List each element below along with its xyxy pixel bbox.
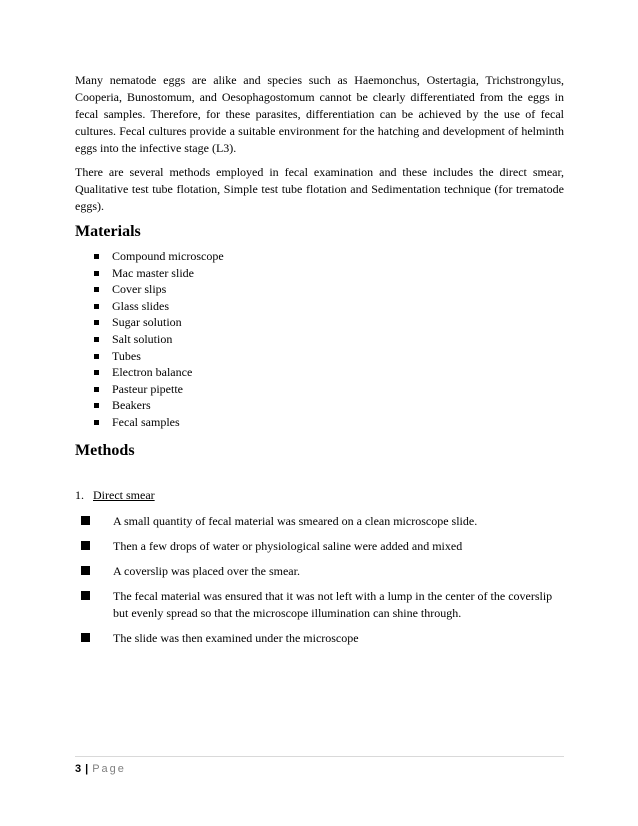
list-item xyxy=(94,314,564,331)
list-item-label: The slide was then examined under the microscope xyxy=(113,630,359,645)
square-bullet-icon xyxy=(94,320,99,325)
materials-list xyxy=(75,248,564,431)
list-item-label: Fecal samples xyxy=(112,414,180,429)
square-bullet-icon xyxy=(81,516,90,525)
list-item-label: Mac master slide xyxy=(112,265,194,280)
materials-heading: Materials xyxy=(75,223,141,240)
page-label: Page xyxy=(92,763,126,775)
list-item xyxy=(94,331,564,348)
list-item xyxy=(94,248,564,265)
list-item xyxy=(94,298,564,315)
list-item xyxy=(81,563,564,580)
square-bullet-icon xyxy=(94,420,99,425)
steps-list xyxy=(75,513,564,647)
square-bullet-icon xyxy=(81,566,90,575)
step-number: 1. xyxy=(75,487,84,502)
square-bullet-icon xyxy=(94,403,99,408)
list-item-label: A coverslip was placed over the smear. xyxy=(113,563,300,578)
list-item-label: Salt solution xyxy=(112,331,173,346)
list-item xyxy=(94,397,564,414)
page-content xyxy=(75,72,564,655)
methods-heading: Methods xyxy=(75,441,135,459)
square-bullet-icon xyxy=(81,633,90,642)
list-item xyxy=(94,348,564,365)
list-item-label: Pasteur pipette xyxy=(112,381,183,396)
list-item xyxy=(81,513,564,530)
square-bullet-icon xyxy=(94,271,99,276)
list-item-label: A small quantity of fecal material was smeared on a clean microscope slide. xyxy=(113,513,478,528)
square-bullet-icon xyxy=(94,287,99,292)
list-item-label: Tubes xyxy=(112,348,141,363)
list-item xyxy=(81,630,564,647)
list-item xyxy=(94,414,564,431)
list-item-label: The fecal material was ensured that it was not left with a lump in the center of the coverslip but evenly spread so that the microscope illumination can shine through. xyxy=(113,588,553,620)
list-item xyxy=(94,281,564,298)
square-bullet-icon xyxy=(94,370,99,375)
page-footer xyxy=(75,756,564,776)
list-item xyxy=(94,265,564,282)
step-title-label: Direct smear xyxy=(93,487,155,502)
list-item-label: Then a few drops of water or physiological saline were added and mixed xyxy=(113,538,463,553)
list-item-label: Compound microscope xyxy=(112,249,224,263)
intro-paragraph: Many nematode eggs are alike and species such as Haemonchus, Ostertagia, Trichstrongylus, Cooperia, Bunostomum, and Oesophagostomum cannot be clearly differentiated from the eggs in fecal samples. Therefore, for these parasites, differentiation can be achieved by the use of fecal cultures. Fecal cultures provide a suitable environment for the hatching and development of helminth eggs into the infective stage (L3). xyxy=(75,73,564,155)
list-item-label: Cover slips xyxy=(112,282,167,297)
step-title xyxy=(75,487,564,503)
square-bullet-icon xyxy=(94,304,99,309)
list-item-label: Beakers xyxy=(112,398,151,413)
square-bullet-icon xyxy=(94,387,99,392)
footer-separator: | xyxy=(85,763,89,775)
list-item-label: Electron balance xyxy=(112,365,193,380)
square-bullet-icon xyxy=(94,337,99,342)
square-bullet-icon xyxy=(81,541,90,550)
square-bullet-icon xyxy=(94,354,99,359)
list-item xyxy=(94,381,564,398)
page-number: 3 xyxy=(75,763,82,775)
list-item xyxy=(81,538,564,555)
square-bullet-icon xyxy=(81,591,90,600)
list-item xyxy=(94,364,564,381)
list-item xyxy=(81,588,564,622)
list-item-label: Sugar solution xyxy=(112,315,182,330)
square-bullet-icon xyxy=(94,254,99,259)
list-item-label: Glass slides xyxy=(112,298,169,313)
methods-overview-paragraph: There are several methods employed in fecal examination and these includes the direct smear, Qualitative test tube flotation, Simple test tube flotation and Sedimentation technique (for trematode eggs). xyxy=(75,165,564,213)
